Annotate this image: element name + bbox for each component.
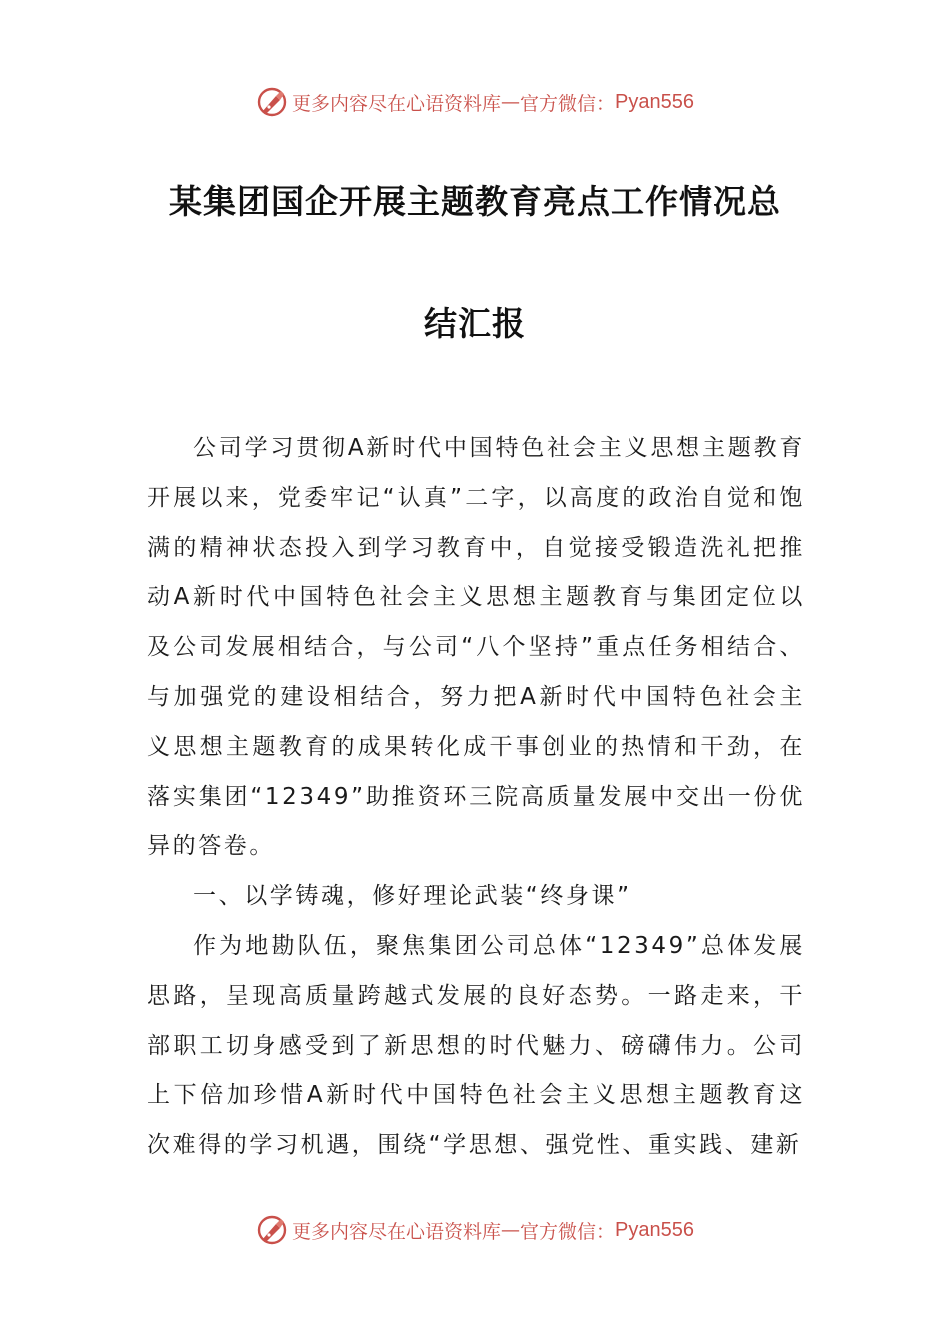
header-watermark-banner — [0, 82, 950, 122]
watermark-slogan: 更多内容尽在心语资料库 — [292, 1220, 502, 1243]
watermark-wechat-id: Pyan556 — [615, 1218, 694, 1241]
document-title-line-1: 某集团国企开展主题教育亮点工作情况总 — [169, 182, 781, 221]
watermark-wechat-id: Pyan556 — [615, 90, 694, 113]
watermark-wechat-label: 官方微信： — [520, 1220, 616, 1243]
body-paragraph-section-1: 作为地勘队伍，聚焦集团公司总体“12349”总体发展思路，呈现高质量跨越式发展的良好态势。一路走来，干部职工切身感受到了新思想的时代魅力、磅礴伟力。公司上下倍加珍惜A新时代中国特色社会主义思想主题教育这次难得的学习机遇，围绕“学思想、强党性、重实践、建新 — [147, 932, 805, 1159]
pen-nib-circle-icon — [256, 86, 288, 118]
watermark-slogan: 更多内容尽在心语资料库 — [292, 92, 502, 115]
watermark-separator: — — [501, 91, 521, 113]
document-body — [147, 424, 805, 1171]
body-paragraph-intro: 公司学习贯彻A新时代中国特色社会主义思想主题教育开展以来，党委牢记“认真”二字，以高度的政治自觉和饱满的精神状态投入到学习教育中，自觉接受锻造洗礼把推动A新时代中国特色社会主义思想主题教育与集团定位以及公司发展相结合，与公司“八个坚持”重点任务相结合、与加强党的建设相结合，努力把A新时代中国特色社会主义思想主题教育的成果转化成干事创业的热情和干劲，在落实集团“12349”助推资环三院高质量发展中交出一份优异的答卷。 — [147, 435, 805, 860]
footer-watermark-banner — [0, 1210, 950, 1250]
pen-nib-circle-icon — [256, 1214, 288, 1246]
document-title-line-2: 结汇报 — [424, 304, 526, 343]
watermark-wechat-label: 官方微信： — [520, 92, 616, 115]
section-heading-1: 一、以学铸魂，修好理论武装“终身课” — [193, 883, 632, 910]
watermark-separator: — — [501, 1219, 521, 1241]
